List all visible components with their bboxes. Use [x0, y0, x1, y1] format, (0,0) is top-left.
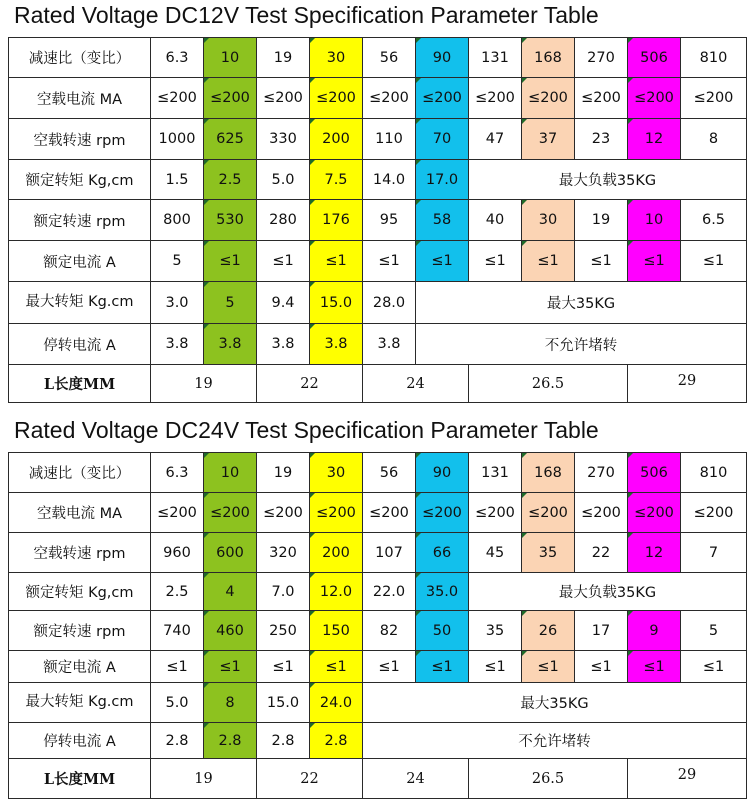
table-row: [9, 453, 747, 493]
table-row: [9, 533, 747, 573]
cell: ≤1: [628, 241, 681, 282]
cell: 12.0: [310, 573, 363, 611]
cell: ≤1: [363, 241, 416, 282]
cell: ≤200: [522, 493, 575, 533]
table-row-length: [9, 759, 747, 799]
cell: 280: [257, 200, 310, 241]
cell: ≤1: [522, 651, 575, 683]
table-title-dc12v: Rated Voltage DC12V Test Specification Parameter Table: [14, 2, 599, 28]
cell: 56: [363, 38, 416, 78]
cell: ≤200: [575, 493, 628, 533]
cell: 270: [575, 38, 628, 78]
table-row: [9, 493, 747, 533]
cell: 35.0: [416, 573, 469, 611]
cell: ≤200: [363, 78, 416, 119]
cell: 2.5: [204, 160, 257, 200]
row-label: 停转电流 A: [9, 723, 151, 759]
cell: 600: [204, 533, 257, 573]
row-label: 空载电流 MA: [9, 493, 151, 533]
cell: 23: [575, 119, 628, 160]
cell: ≤200: [681, 493, 747, 533]
table-row-length: [9, 365, 747, 403]
cell: 250: [257, 611, 310, 651]
cell: ≤1: [416, 241, 469, 282]
table-row: [9, 38, 747, 78]
cell: ≤1: [681, 651, 747, 683]
merged-note: 最大负载35KG: [469, 160, 747, 200]
cell: ≤1: [363, 651, 416, 683]
cell: 107: [363, 533, 416, 573]
cell: ≤200: [416, 493, 469, 533]
table-row: [9, 683, 747, 723]
cell: 30: [522, 200, 575, 241]
cell: 66: [416, 533, 469, 573]
cell: 37: [522, 119, 575, 160]
cell: 90: [416, 38, 469, 78]
cell: 40: [469, 200, 522, 241]
cell: 5: [204, 282, 257, 324]
cell: 3.8: [204, 324, 257, 365]
cell: 5: [151, 241, 204, 282]
cell: 8: [204, 683, 257, 723]
cell: 2.8: [257, 723, 310, 759]
row-label: 额定转速 rpm: [9, 611, 151, 651]
cell: 330: [257, 119, 310, 160]
table-row: [9, 78, 747, 119]
cell: 625: [204, 119, 257, 160]
cell: 19: [257, 38, 310, 78]
cell: 9: [628, 611, 681, 651]
merged-note: 最大35KG: [416, 282, 747, 324]
cell: 2.8: [151, 723, 204, 759]
cell: 7: [681, 533, 747, 573]
cell: 12: [628, 119, 681, 160]
cell: 810: [681, 453, 747, 493]
cell: ≤1: [204, 241, 257, 282]
cell: 200: [310, 533, 363, 573]
row-label: L长度MM: [9, 759, 151, 799]
cell: ≤200: [628, 493, 681, 533]
cell: ≤200: [204, 78, 257, 119]
spec-table-dc12v: [8, 37, 747, 403]
table-row: [9, 723, 747, 759]
cell: 131: [469, 38, 522, 78]
row-label: 空载转速 rpm: [9, 533, 151, 573]
row-label: 额定电流 A: [9, 651, 151, 683]
cell: 5: [681, 611, 747, 651]
row-label: 额定转速 rpm: [9, 200, 151, 241]
row-label: 最大转矩 Kg.cm: [9, 683, 151, 723]
table-row: [9, 119, 747, 160]
cell: ≤1: [310, 651, 363, 683]
cell: 6.3: [151, 453, 204, 493]
cell: ≤1: [151, 651, 204, 683]
cell: 5.0: [151, 683, 204, 723]
cell: 3.8: [310, 324, 363, 365]
cell: 14.0: [363, 160, 416, 200]
cell: 6.3: [151, 38, 204, 78]
row-label: 减速比（变比）: [9, 453, 151, 493]
cell: 3.8: [151, 324, 204, 365]
spec-table-dc24v: [8, 452, 747, 799]
cell: 3.8: [363, 324, 416, 365]
cell: ≤1: [628, 651, 681, 683]
row-label: 停转电流 A: [9, 324, 151, 365]
table-row: [9, 573, 747, 611]
length-value-cell: [628, 759, 747, 799]
cell: ≤1: [469, 241, 522, 282]
cell: ≤200: [522, 78, 575, 119]
cell: 1.5: [151, 160, 204, 200]
cell: 10: [204, 38, 257, 78]
length-value: 22: [257, 365, 363, 403]
cell: 90: [416, 453, 469, 493]
cell: ≤200: [469, 78, 522, 119]
cell: 30: [310, 453, 363, 493]
cell: ≤200: [469, 493, 522, 533]
cell: 2.5: [151, 573, 204, 611]
cell: 19: [257, 453, 310, 493]
table-row: [9, 241, 747, 282]
length-value: 19: [151, 759, 257, 799]
cell: 506: [628, 453, 681, 493]
cell: 15.0: [310, 282, 363, 324]
cell: ≤200: [257, 78, 310, 119]
table-row: [9, 611, 747, 651]
cell: 24.0: [310, 683, 363, 723]
cell: ≤200: [310, 78, 363, 119]
cell: ≤1: [575, 241, 628, 282]
cell: 82: [363, 611, 416, 651]
cell: 2.8: [310, 723, 363, 759]
table-row: [9, 200, 747, 241]
table-title-dc24v: Rated Voltage DC24V Test Specification Parameter Table: [14, 417, 599, 443]
length-value: 29: [677, 373, 697, 389]
cell: 35: [522, 533, 575, 573]
cell: 110: [363, 119, 416, 160]
cell: ≤1: [257, 241, 310, 282]
cell: 1000: [151, 119, 204, 160]
merged-note: 不允许堵转: [363, 723, 747, 759]
cell: ≤1: [416, 651, 469, 683]
cell: 740: [151, 611, 204, 651]
cell: ≤1: [522, 241, 575, 282]
cell: 10: [628, 200, 681, 241]
cell: ≤200: [204, 493, 257, 533]
cell: 35: [469, 611, 522, 651]
length-value: 26.5: [469, 365, 628, 403]
row-label: 最大转矩 Kg.cm: [9, 282, 151, 324]
cell: 6.5: [681, 200, 747, 241]
cell: ≤200: [151, 78, 204, 119]
cell: 28.0: [363, 282, 416, 324]
cell: 47: [469, 119, 522, 160]
cell: 3.8: [257, 324, 310, 365]
merged-note: 最大负载35KG: [469, 573, 747, 611]
cell: ≤1: [257, 651, 310, 683]
cell: 22: [575, 533, 628, 573]
cell: 460: [204, 611, 257, 651]
cell: 9.4: [257, 282, 310, 324]
cell: 2.8: [204, 723, 257, 759]
cell: 70: [416, 119, 469, 160]
cell: ≤1: [469, 651, 522, 683]
row-label: L长度MM: [9, 365, 151, 403]
cell: 8: [681, 119, 747, 160]
length-value: 22: [257, 759, 363, 799]
cell: 56: [363, 453, 416, 493]
cell: 810: [681, 38, 747, 78]
length-value: 26.5: [469, 759, 628, 799]
cell: 176: [310, 200, 363, 241]
table-row: [9, 160, 747, 200]
length-value-cell: [628, 365, 747, 403]
cell: ≤200: [310, 493, 363, 533]
cell: ≤200: [151, 493, 204, 533]
cell: 17.0: [416, 160, 469, 200]
cell: 800: [151, 200, 204, 241]
cell: ≤1: [681, 241, 747, 282]
cell: 530: [204, 200, 257, 241]
row-label: 额定电流 A: [9, 241, 151, 282]
cell: 7.0: [257, 573, 310, 611]
table-row: [9, 282, 747, 324]
cell: 95: [363, 200, 416, 241]
table-row: [9, 651, 747, 683]
cell: 200: [310, 119, 363, 160]
length-value: 24: [363, 365, 469, 403]
cell: ≤200: [575, 78, 628, 119]
row-label: 额定转矩 Kg,cm: [9, 573, 151, 611]
cell: ≤1: [310, 241, 363, 282]
cell: ≤1: [575, 651, 628, 683]
cell: 15.0: [257, 683, 310, 723]
cell: 58: [416, 200, 469, 241]
merged-note: 最大35KG: [363, 683, 747, 723]
merged-note: 不允许堵转: [416, 324, 747, 365]
cell: ≤200: [681, 78, 747, 119]
cell: 168: [522, 453, 575, 493]
cell: 22.0: [363, 573, 416, 611]
cell: 26: [522, 611, 575, 651]
cell: 30: [310, 38, 363, 78]
cell: 960: [151, 533, 204, 573]
cell: 270: [575, 453, 628, 493]
cell: 150: [310, 611, 363, 651]
cell: 506: [628, 38, 681, 78]
cell: ≤200: [363, 493, 416, 533]
cell: 131: [469, 453, 522, 493]
cell: 50: [416, 611, 469, 651]
row-label: 额定转矩 Kg,cm: [9, 160, 151, 200]
length-value: 19: [151, 365, 257, 403]
cell: 12: [628, 533, 681, 573]
cell: 5.0: [257, 160, 310, 200]
row-label: 空载电流 MA: [9, 78, 151, 119]
cell: 320: [257, 533, 310, 573]
length-value: 24: [363, 759, 469, 799]
cell: 10: [204, 453, 257, 493]
table-row: [9, 324, 747, 365]
cell: 3.0: [151, 282, 204, 324]
cell: ≤200: [257, 493, 310, 533]
cell: ≤200: [628, 78, 681, 119]
length-value: 29: [677, 767, 697, 783]
cell: 19: [575, 200, 628, 241]
cell: 45: [469, 533, 522, 573]
cell: 168: [522, 38, 575, 78]
cell: 17: [575, 611, 628, 651]
cell: 4: [204, 573, 257, 611]
row-label: 减速比（变比）: [9, 38, 151, 78]
cell: 7.5: [310, 160, 363, 200]
row-label: 空载转速 rpm: [9, 119, 151, 160]
cell: ≤200: [416, 78, 469, 119]
cell: ≤1: [204, 651, 257, 683]
